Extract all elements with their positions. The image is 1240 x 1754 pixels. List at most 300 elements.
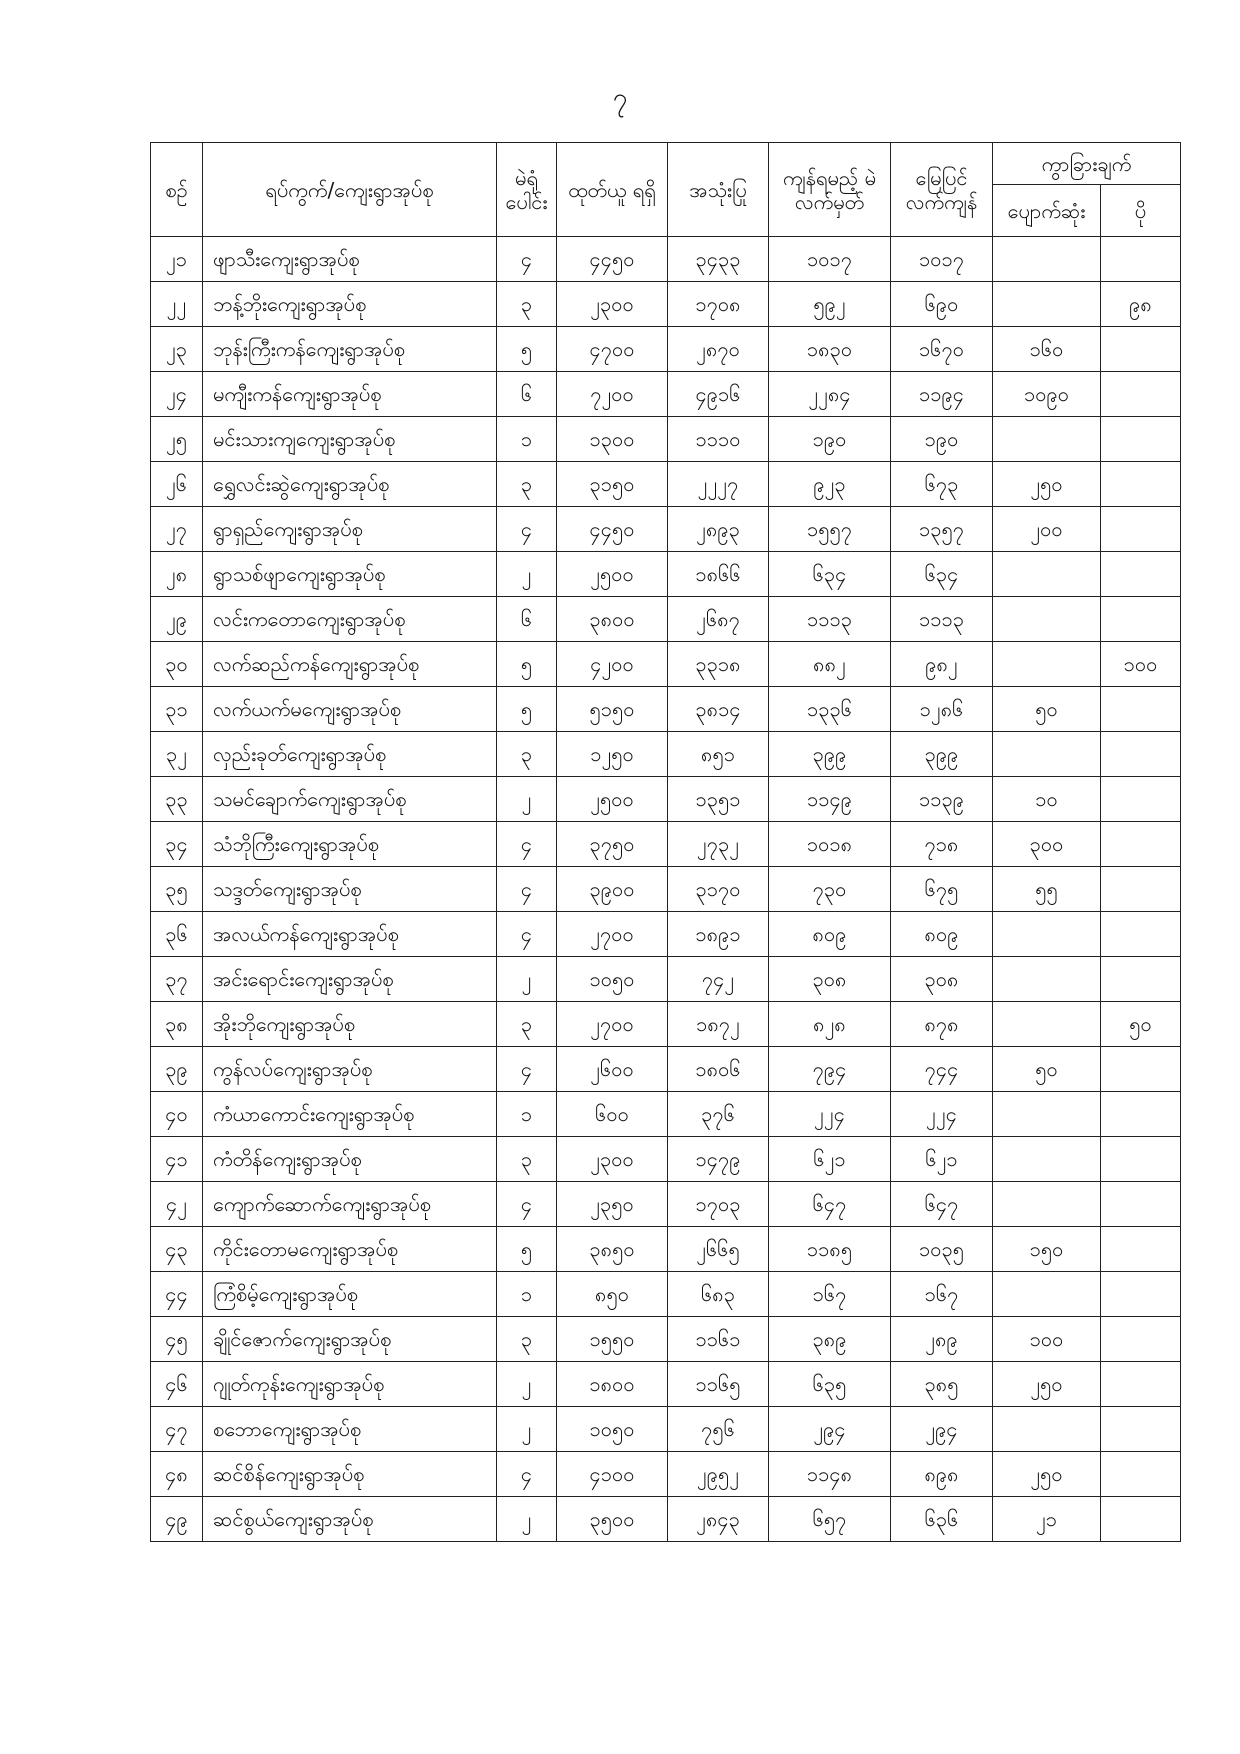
cell-used: ၁၁၆၅ [668, 1362, 769, 1407]
cell-missing [993, 282, 1101, 327]
cell-printed: ၇၂၀၀ [557, 372, 668, 417]
cell-stations: ၁ [497, 1092, 557, 1137]
cell-remaining: ၉၂၃ [769, 462, 891, 507]
header-printed: ထုတ်ယူ ရရှိ [557, 143, 668, 237]
cell-stations: ၅ [497, 687, 557, 732]
cell-excess [1101, 957, 1181, 1002]
cell-tract-name: အလယ်ကန်ကျေးရွာအုပ်စု [203, 912, 497, 957]
header-excess: ပို [1101, 185, 1181, 237]
cell-used: ၂၆၆၅ [668, 1227, 769, 1272]
cell-excess [1101, 417, 1181, 462]
table-row [151, 1092, 1181, 1137]
table-row [151, 822, 1181, 867]
cell-balance: ၁၂၈၆ [891, 687, 993, 732]
table-row [151, 1452, 1181, 1497]
cell-missing: ၁၀၀ [993, 1317, 1101, 1362]
cell-printed: ၂၃၅၀ [557, 1182, 668, 1227]
cell-balance: ၁၉၀ [891, 417, 993, 462]
cell-remaining: ၆၄၇ [769, 1182, 891, 1227]
cell-serial: ၄၁ [151, 1137, 203, 1182]
cell-stations: ၄ [497, 822, 557, 867]
cell-excess [1101, 597, 1181, 642]
cell-balance: ၈၉၈ [891, 1452, 993, 1497]
cell-balance: ၁၁၁၃ [891, 597, 993, 642]
cell-serial: ၂၃ [151, 327, 203, 372]
cell-remaining: ၆၃၅ [769, 1362, 891, 1407]
cell-used: ၃၁၇၀ [668, 867, 769, 912]
table-row [151, 687, 1181, 732]
cell-tract-name: ရွာသစ်ဖျာကျေးရွာအုပ်စု [203, 552, 497, 597]
cell-tract-name: ရွာရှည်ကျေးရွာအုပ်စု [203, 507, 497, 552]
page-number: ၇ [612, 83, 628, 113]
cell-stations: ၃ [497, 1137, 557, 1182]
cell-remaining: ၈၀၉ [769, 912, 891, 957]
cell-used: ၁၈၀၆ [668, 1047, 769, 1092]
cell-tract-name: ဘန့်ဘိုးကျေးရွာအုပ်စု [203, 282, 497, 327]
cell-excess [1101, 732, 1181, 777]
cell-serial: ၂၂ [151, 282, 203, 327]
table-row [151, 777, 1181, 822]
cell-used: ၁၇၀၈ [668, 282, 769, 327]
cell-stations: ၃ [497, 1002, 557, 1047]
cell-missing [993, 1407, 1101, 1452]
cell-tract-name: ကိုင်းတောမကျေးရွာအုပ်စု [203, 1227, 497, 1272]
cell-balance: ၆၃၆ [891, 1497, 993, 1542]
cell-serial: ၄၅ [151, 1317, 203, 1362]
cell-excess [1101, 912, 1181, 957]
cell-stations: ၅ [497, 1227, 557, 1272]
header-row-top [151, 143, 1181, 185]
cell-missing: ၂၀၀ [993, 507, 1101, 552]
cell-remaining: ၁၁၄၉ [769, 777, 891, 822]
cell-tract-name: လက်ယက်မကျေးရွာအုပ်စု [203, 687, 497, 732]
cell-used: ၃၃၁၈ [668, 642, 769, 687]
cell-balance: ၇၁၈ [891, 822, 993, 867]
cell-tract-name: ကံတိန်ကျေးရွာအုပ်စု [203, 1137, 497, 1182]
cell-balance: ၇၄၄ [891, 1047, 993, 1092]
cell-used: ၃၈၁၄ [668, 687, 769, 732]
header-households: မဲရုံ ပေါင်း [497, 143, 557, 237]
cell-remaining: ၇၃၀ [769, 867, 891, 912]
cell-serial: ၃၁ [151, 687, 203, 732]
cell-balance: ၈၀၉ [891, 912, 993, 957]
cell-used: ၁၄၇၉ [668, 1137, 769, 1182]
cell-serial: ၄၉ [151, 1497, 203, 1542]
cell-printed: ၃၈၀၀ [557, 597, 668, 642]
cell-stations: ၁ [497, 1272, 557, 1317]
cell-excess [1101, 687, 1181, 732]
cell-balance: ၁၀၃၅ [891, 1227, 993, 1272]
cell-missing [993, 1272, 1101, 1317]
cell-stations: ၂ [497, 957, 557, 1002]
cell-tract-name: ဆင်စိန်ကျေးရွာအုပ်စု [203, 1452, 497, 1497]
cell-serial: ၃၂ [151, 732, 203, 777]
cell-printed: ၁၀၅၀ [557, 957, 668, 1002]
cell-tract-name: အိုးဘိုကျေးရွာအုပ်စု [203, 1002, 497, 1047]
cell-stations: ၂ [497, 552, 557, 597]
cell-missing [993, 1182, 1101, 1227]
cell-printed: ၃၇၅၀ [557, 822, 668, 867]
cell-tract-name: သဒ္ဒတ်ကျေးရွာအုပ်စု [203, 867, 497, 912]
cell-used: ၄၉၁၆ [668, 372, 769, 417]
cell-tract-name: လင်းကတောကျေးရွာအုပ်စု [203, 597, 497, 642]
cell-balance: ၉၈၂ [891, 642, 993, 687]
cell-excess [1101, 237, 1181, 282]
cell-used: ၂၂၂၇ [668, 462, 769, 507]
cell-missing [993, 237, 1101, 282]
cell-serial: ၂၇ [151, 507, 203, 552]
cell-stations: ၂ [497, 777, 557, 822]
cell-printed: ၁၃၀၀ [557, 417, 668, 462]
cell-stations: ၄ [497, 507, 557, 552]
table-row [151, 1137, 1181, 1182]
header-missing: ပျောက်ဆုံး [993, 185, 1101, 237]
cell-used: ၆၈၃ [668, 1272, 769, 1317]
table-row [151, 957, 1181, 1002]
cell-serial: ၄၆ [151, 1362, 203, 1407]
cell-missing: ၁၅၀ [993, 1227, 1101, 1272]
cell-missing: ၂၁ [993, 1497, 1101, 1542]
cell-tract-name: ကွန်လပ်ကျေးရွာအုပ်စု [203, 1047, 497, 1092]
cell-remaining: ၈၈၂ [769, 642, 891, 687]
cell-missing [993, 1137, 1101, 1182]
cell-stations: ၂ [497, 1362, 557, 1407]
cell-serial: ၄၄ [151, 1272, 203, 1317]
cell-stations: ၅ [497, 642, 557, 687]
cell-excess: ၅၀ [1101, 1002, 1181, 1047]
cell-excess [1101, 777, 1181, 822]
ballot-register-table [150, 142, 1181, 1542]
cell-balance: ၆၇၅ [891, 867, 993, 912]
cell-tract-name: လက်ဆည်ကန်ကျေးရွာအုပ်စု [203, 642, 497, 687]
cell-remaining: ၂၂၈၄ [769, 372, 891, 417]
cell-tract-name: ဘုန်းကြီးကန်ကျေးရွာအုပ်စု [203, 327, 497, 372]
cell-serial: ၄၈ [151, 1452, 203, 1497]
cell-balance: ၆၄၇ [891, 1182, 993, 1227]
cell-excess [1101, 1092, 1181, 1137]
cell-printed: ၂၅၀၀ [557, 552, 668, 597]
cell-tract-name: အင်းရောင်းကျေးရွာအုပ်စု [203, 957, 497, 1002]
cell-missing [993, 957, 1101, 1002]
cell-printed: ၄၄၅၀ [557, 507, 668, 552]
cell-stations: ၄ [497, 1182, 557, 1227]
cell-printed: ၄၄၅၀ [557, 237, 668, 282]
table-row [151, 597, 1181, 642]
cell-stations: ၄ [497, 237, 557, 282]
cell-printed: ၁၀၅၀ [557, 1407, 668, 1452]
cell-used: ၁၈၆၆ [668, 552, 769, 597]
table-row [151, 642, 1181, 687]
cell-tract-name: ဖျာသီးကျေးရွာအုပ်စု [203, 237, 497, 282]
cell-serial: ၃၃ [151, 777, 203, 822]
cell-excess [1101, 327, 1181, 372]
header-difference: ကွာခြားချက် [993, 143, 1181, 185]
cell-serial: ၃၉ [151, 1047, 203, 1092]
cell-remaining: ၈၂၈ [769, 1002, 891, 1047]
cell-printed: ၃၅၀၀ [557, 1497, 668, 1542]
cell-printed: ၁၈၀၀ [557, 1362, 668, 1407]
cell-used: ၁၃၅၁ [668, 777, 769, 822]
table-row [151, 237, 1181, 282]
cell-stations: ၆ [497, 597, 557, 642]
cell-missing: ၅၀ [993, 687, 1101, 732]
cell-balance: ၁၆၇၀ [891, 327, 993, 372]
cell-printed: ၂၃၀၀ [557, 282, 668, 327]
cell-tract-name: လှည်းခုတ်ကျေးရွာအုပ်စု [203, 732, 497, 777]
cell-excess [1101, 1362, 1181, 1407]
cell-remaining: ၃၀၈ [769, 957, 891, 1002]
cell-used: ၁၁၁၀ [668, 417, 769, 462]
cell-used: ၂၈၉၃ [668, 507, 769, 552]
table-row [151, 282, 1181, 327]
cell-stations: ၆ [497, 372, 557, 417]
cell-serial: ၃၅ [151, 867, 203, 912]
cell-missing: ၁၆၀ [993, 327, 1101, 372]
cell-tract-name: ဂျုတ်ကုန်းကျေးရွာအုပ်စု [203, 1362, 497, 1407]
table-row [151, 1407, 1181, 1452]
table-row [151, 1182, 1181, 1227]
cell-stations: ၂ [497, 1407, 557, 1452]
cell-printed: ၈၅၀ [557, 1272, 668, 1317]
cell-serial: ၃၈ [151, 1002, 203, 1047]
cell-missing: ၁၀ [993, 777, 1101, 822]
cell-stations: ၅ [497, 327, 557, 372]
cell-used: ၂၉၅၂ [668, 1452, 769, 1497]
cell-stations: ၄ [497, 912, 557, 957]
table-row [151, 1497, 1181, 1542]
cell-balance: ၃၀၈ [891, 957, 993, 1002]
cell-tract-name: စဘောကျေးရွာအုပ်စု [203, 1407, 497, 1452]
cell-balance: ၈၇၈ [891, 1002, 993, 1047]
cell-stations: ၃ [497, 732, 557, 777]
cell-serial: ၂၁ [151, 237, 203, 282]
cell-serial: ၄၀ [151, 1092, 203, 1137]
cell-balance: ၃၈၅ [891, 1362, 993, 1407]
cell-printed: ၂၅၀၀ [557, 777, 668, 822]
cell-printed: ၂၃၀၀ [557, 1137, 668, 1182]
cell-serial: ၂၅ [151, 417, 203, 462]
table-row [151, 1002, 1181, 1047]
cell-excess [1101, 1497, 1181, 1542]
cell-used: ၂၈၇၀ [668, 327, 769, 372]
cell-printed: ၂၇၀၀ [557, 1002, 668, 1047]
cell-tract-name: ရွှေလင်းဆွဲကျေးရွာအုပ်စု [203, 462, 497, 507]
table-row [151, 1272, 1181, 1317]
table-row [151, 1227, 1181, 1272]
cell-stations: ၄ [497, 1047, 557, 1092]
cell-remaining: ၁၆၇ [769, 1272, 891, 1317]
header-balance: မြေပြင် လက်ကျန် [891, 143, 993, 237]
cell-remaining: ၁၁၄၈ [769, 1452, 891, 1497]
cell-serial: ၄၇ [151, 1407, 203, 1452]
cell-serial: ၃၆ [151, 912, 203, 957]
table-row [151, 462, 1181, 507]
cell-used: ၂၇၃၂ [668, 822, 769, 867]
cell-stations: ၄ [497, 1452, 557, 1497]
cell-printed: ၅၁၅၀ [557, 687, 668, 732]
cell-missing [993, 1092, 1101, 1137]
table-row [151, 507, 1181, 552]
cell-used: ၁၁၆၁ [668, 1317, 769, 1362]
cell-printed: ၃၉၀၀ [557, 867, 668, 912]
cell-balance: ၁၁၉၄ [891, 372, 993, 417]
cell-printed: ၂၆၀၀ [557, 1047, 668, 1092]
cell-missing: ၅၀ [993, 1047, 1101, 1092]
cell-printed: ၃၈၅၀ [557, 1227, 668, 1272]
cell-balance: ၂၂၄ [891, 1092, 993, 1137]
table-body [151, 237, 1181, 1542]
table-row [151, 417, 1181, 462]
cell-used: ၃၇၆ [668, 1092, 769, 1137]
header-used: အသုံးပြု [668, 143, 769, 237]
cell-printed: ၁၂၅၀ [557, 732, 668, 777]
cell-tract-name: ချိုင်ဇောက်ကျေးရွာအုပ်စု [203, 1317, 497, 1362]
cell-excess [1101, 1227, 1181, 1272]
cell-remaining: ၁၀၁၇ [769, 237, 891, 282]
cell-excess [1101, 1407, 1181, 1452]
cell-missing: ၃၀၀ [993, 822, 1101, 867]
cell-balance: ၁၀၁၇ [891, 237, 993, 282]
cell-stations: ၃ [497, 1317, 557, 1362]
cell-balance: ၆၂၁ [891, 1137, 993, 1182]
cell-printed: ၄၇၀၀ [557, 327, 668, 372]
table-row [151, 1317, 1181, 1362]
cell-excess [1101, 462, 1181, 507]
cell-stations: ၁ [497, 417, 557, 462]
table-row [151, 912, 1181, 957]
cell-excess: ၉၈ [1101, 282, 1181, 327]
cell-stations: ၃ [497, 462, 557, 507]
cell-missing: ၂၅၀ [993, 1452, 1101, 1497]
cell-stations: ၄ [497, 867, 557, 912]
cell-remaining: ၁၈၃၀ [769, 327, 891, 372]
cell-used: ၁၈၇၂ [668, 1002, 769, 1047]
cell-missing: ၅၅ [993, 867, 1101, 912]
cell-excess [1101, 1137, 1181, 1182]
cell-balance: ၁၁၃၉ [891, 777, 993, 822]
cell-printed: ၂၇၀၀ [557, 912, 668, 957]
cell-excess [1101, 1272, 1181, 1317]
cell-balance: ၂၉၄ [891, 1407, 993, 1452]
cell-tract-name: သံဘိုကြီးကျေးရွာအုပ်စု [203, 822, 497, 867]
cell-balance: ၂၈၉ [891, 1317, 993, 1362]
cell-missing [993, 732, 1101, 777]
cell-missing: ၂၅၀ [993, 1362, 1101, 1407]
cell-remaining: ၁၁၁၃ [769, 597, 891, 642]
cell-serial: ၄၂ [151, 1182, 203, 1227]
cell-balance: ၆၃၄ [891, 552, 993, 597]
cell-remaining: ၁၀၁၈ [769, 822, 891, 867]
table-row [151, 327, 1181, 372]
table-row [151, 867, 1181, 912]
cell-missing [993, 597, 1101, 642]
cell-missing [993, 552, 1101, 597]
cell-used: ၁၇၀၃ [668, 1182, 769, 1227]
cell-tract-name: သမင်ချောက်ကျေးရွာအုပ်စု [203, 777, 497, 822]
cell-missing [993, 642, 1101, 687]
cell-printed: ၆၀၀ [557, 1092, 668, 1137]
cell-remaining: ၁၃၃၆ [769, 687, 891, 732]
cell-excess [1101, 1317, 1181, 1362]
cell-printed: ၄၂၀၀ [557, 642, 668, 687]
cell-excess: ၁၀၀ [1101, 642, 1181, 687]
cell-tract-name: ကံယာကောင်းကျေးရွာအုပ်စု [203, 1092, 497, 1137]
cell-used: ၂၆၈၇ [668, 597, 769, 642]
cell-printed: ၁၅၅၀ [557, 1317, 668, 1362]
cell-remaining: ၆၅၇ [769, 1497, 891, 1542]
cell-used: ၇၅၆ [668, 1407, 769, 1452]
cell-tract-name: မကျီးကန်ကျေးရွာအုပ်စု [203, 372, 497, 417]
cell-remaining: ၆၂၁ [769, 1137, 891, 1182]
cell-serial: ၃၇ [151, 957, 203, 1002]
cell-remaining: ၁၁၈၅ [769, 1227, 891, 1272]
cell-remaining: ၁၅၅၇ [769, 507, 891, 552]
cell-remaining: ၅၉၂ [769, 282, 891, 327]
header-tract: ရပ်ကွက်/ကျေးရွာအုပ်စု [203, 143, 497, 237]
cell-excess [1101, 1452, 1181, 1497]
cell-serial: ၂၄ [151, 372, 203, 417]
header-remaining: ကျန်ရမည့် မဲလက်မှတ် [769, 143, 891, 237]
cell-balance: ၁၃၅၇ [891, 507, 993, 552]
cell-used: ၁၈၉၁ [668, 912, 769, 957]
cell-serial: ၄၃ [151, 1227, 203, 1272]
cell-printed: ၄၁၀၀ [557, 1452, 668, 1497]
cell-balance: ၁၆၇ [891, 1272, 993, 1317]
cell-remaining: ၁၉၀ [769, 417, 891, 462]
cell-excess [1101, 1182, 1181, 1227]
cell-serial: ၃၄ [151, 822, 203, 867]
cell-missing [993, 1002, 1101, 1047]
cell-balance: ၃၉၉ [891, 732, 993, 777]
cell-serial: ၂၉ [151, 597, 203, 642]
cell-used: ၇၄၂ [668, 957, 769, 1002]
cell-missing [993, 417, 1101, 462]
cell-excess [1101, 507, 1181, 552]
cell-serial: ၃၀ [151, 642, 203, 687]
table-row [151, 552, 1181, 597]
cell-remaining: ၆၃၄ [769, 552, 891, 597]
cell-excess [1101, 822, 1181, 867]
cell-remaining: ၇၉၄ [769, 1047, 891, 1092]
cell-balance: ၆၇၃ [891, 462, 993, 507]
table-row [151, 1047, 1181, 1092]
cell-missing: ၁၀၉၀ [993, 372, 1101, 417]
cell-stations: ၃ [497, 282, 557, 327]
cell-tract-name: ကြံစိမ့်ကျေးရွာအုပ်စု [203, 1272, 497, 1317]
cell-balance: ၆၉၀ [891, 282, 993, 327]
cell-excess [1101, 372, 1181, 417]
cell-excess [1101, 552, 1181, 597]
cell-serial: ၂၈ [151, 552, 203, 597]
cell-excess [1101, 867, 1181, 912]
cell-missing: ၂၅၀ [993, 462, 1101, 507]
cell-remaining: ၂၂၄ [769, 1092, 891, 1137]
cell-printed: ၃၁၅၀ [557, 462, 668, 507]
cell-used: ၈၅၁ [668, 732, 769, 777]
table-row [151, 1362, 1181, 1407]
cell-used: ၂၈၄၃ [668, 1497, 769, 1542]
table-row [151, 372, 1181, 417]
cell-missing [993, 912, 1101, 957]
cell-excess [1101, 1047, 1181, 1092]
cell-remaining: ၃၉၉ [769, 732, 891, 777]
cell-serial: ၂၆ [151, 462, 203, 507]
cell-tract-name: မင်းသားကျကျေးရွာအုပ်စု [203, 417, 497, 462]
table-row [151, 732, 1181, 777]
cell-used: ၃၄၃၃ [668, 237, 769, 282]
cell-stations: ၂ [497, 1497, 557, 1542]
cell-tract-name: ဆင်စွယ်ကျေးရွာအုပ်စု [203, 1497, 497, 1542]
